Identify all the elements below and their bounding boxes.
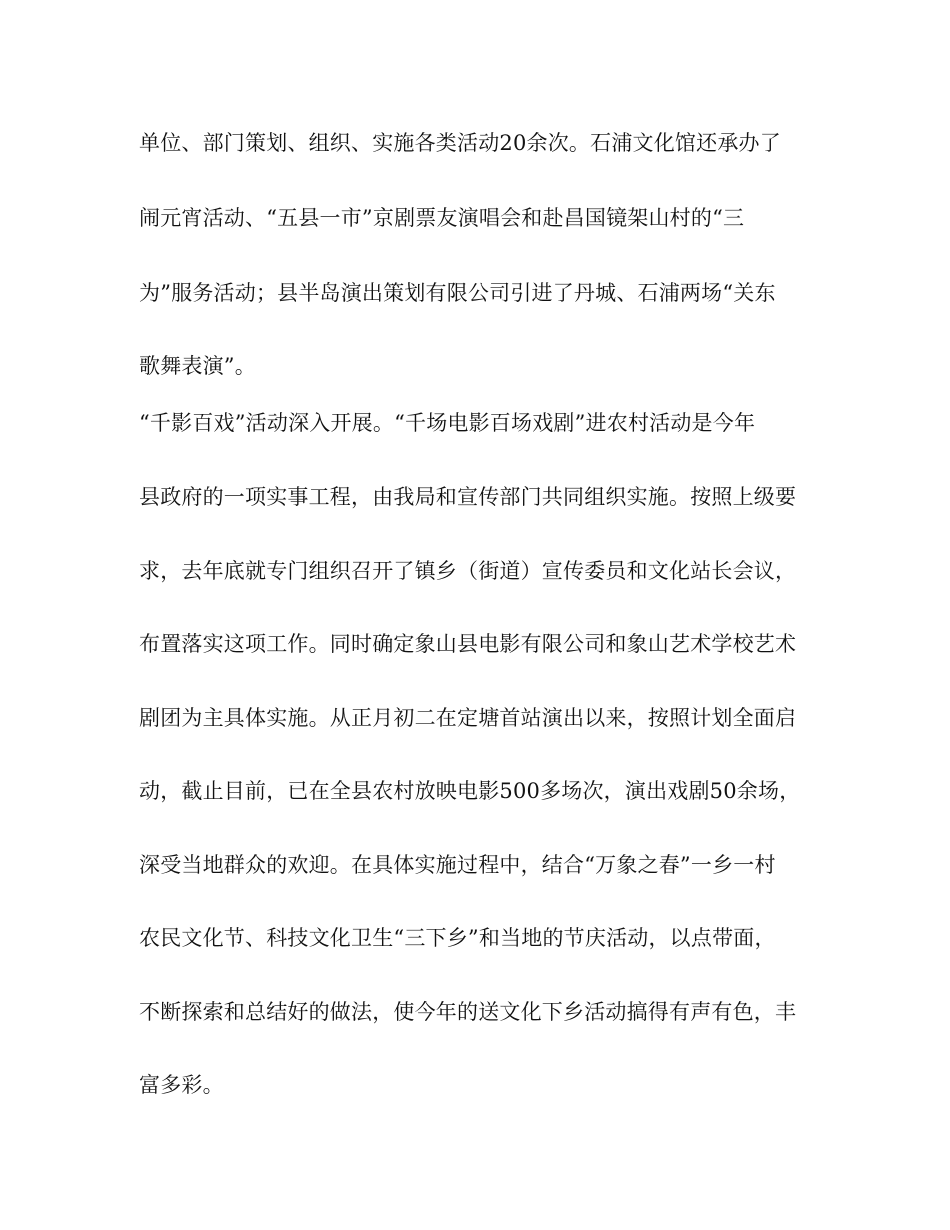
text-line: 为”服务活动；县半岛演出策划有限公司引进了丹城、石浦两场“关东 (139, 281, 776, 305)
text-line: 单位、部门策划、组织、实施各类活动20余次。石浦文化馆还承办了 (139, 131, 781, 155)
text-line: 深受当地群众的欢迎。在具体实施过程中，结合“万象之春”一乡一村 (139, 853, 776, 877)
text-line: 富多彩。 (139, 1073, 224, 1097)
text-line: 动，截止目前，已在全县农村放映电影500多场次，演出戏剧50余场， (139, 779, 801, 803)
text-line: “千影百戏”活动深入开展。“千场电影百场戏剧”进农村活动是今年 (139, 411, 756, 435)
text-line: 闹元宵活动、“五县一市”京剧票友演唱会和赴昌国镜架山村的“三 (139, 206, 745, 230)
text-line: 不断探索和总结好的做法，使今年的送文化下乡活动搞得有声有色，丰 (139, 1000, 797, 1024)
text-line: 农民文化节、科技文化卫生“三下乡”和当地的节庆活动，以点带面， (139, 926, 776, 950)
text-line: 歌舞表演”。 (139, 354, 256, 378)
text-line: 县政府的一项实事工程，由我局和宣传部门共同组织实施。按照上级要 (139, 485, 797, 509)
text-line: 剧团为主具体实施。从正月初二在定塘首站演出以来，按照计划全面启 (139, 706, 797, 730)
text-line: 求，去年底就专门组织召开了镇乡（街道）宣传委员和文化站长会议， (139, 559, 797, 583)
text-line: 布置落实这项工作。同时确定象山县电影有限公司和象山艺术学校艺术 (139, 632, 797, 656)
